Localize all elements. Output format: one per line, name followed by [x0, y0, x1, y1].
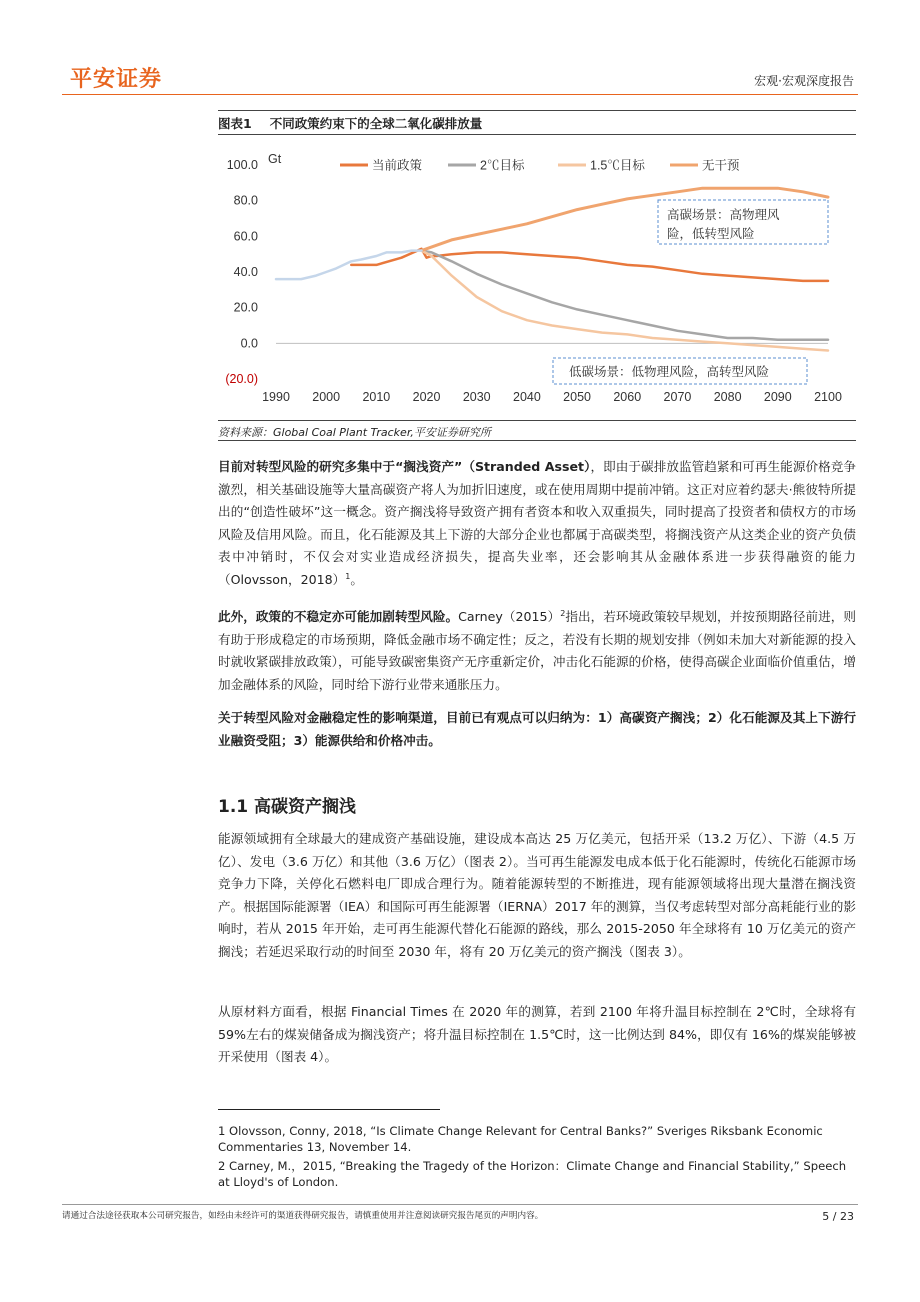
x-tick-label: 2020: [412, 390, 441, 404]
footer-divider: [62, 1204, 858, 1205]
figure-title-rule: [218, 134, 856, 135]
y-tick-label: 80.0: [233, 193, 258, 208]
paragraph-channels: [218, 707, 856, 752]
paragraph-text: ，即由于碳排放监管趋紧和可再生能源价格竞争激烈，相关基础设施等大量高碳资产将人为加折旧速度，或在使用周期中提前冲销。这正对应着约瑟夫·熊彼特所提出的“创造性破坏”这一概念。资产搁浅将导致资产拥有者资本和收入双重损失，同时提高了投资者和债权方的市场风险及信用风险。而且，化石能源及其上下游的大部分企业也都属于高碳类型，将搁浅资产从这类企业的资产负债表中冲销时，不仅会对实业造成经济损失，提高失业率，还会影响其从金融体系进一步获得融资的能力（Olovsson，2018）: [218, 459, 857, 587]
series-line: [351, 249, 828, 281]
section-heading: 1.1 高碳资产搁浅: [218, 797, 357, 817]
legend-label: 2℃目标: [480, 158, 525, 173]
x-tick-label: 2080: [713, 390, 742, 404]
annotation-text: 险，低转型风险: [667, 227, 755, 241]
paragraph-lead: 关于转型风险对金融稳定性的影响渠道，目前已有观点可以归纳为：1）高碳资产搁浅；2）化石能源及其上下游行业融资受阻；3）能源供给和价格冲击。: [218, 710, 856, 748]
paragraph-text: Carney（2015）: [458, 609, 561, 624]
y-tick-label: 100.0: [226, 158, 258, 172]
figure-label: 图表1: [218, 116, 252, 131]
paragraph-text: 指出，若环境政策较早规划，并按预期路径前进，则有助于形成稳定的市场预期，降低金融市场不确定性；反之，若没有长期的规划安排（例如未加大对新能源的投入时就收紧碳排放政策），可能导致碳密集资产无序重新定价，冲击化石能源的价格，使得高碳企业面临价值重估，增加金融体系的风险，同时给下游行业带来通胀压力。: [218, 609, 857, 692]
footnote-ref[interactable]: 1: [345, 571, 351, 581]
y-tick-label: 40.0: [233, 265, 258, 279]
header-divider: [62, 94, 858, 95]
figure-caption: 不同政策约束下的全球二氧化碳排放量: [269, 116, 483, 131]
page-number: 5 / 23: [822, 1210, 854, 1223]
x-tick-label: 2010: [362, 390, 391, 404]
company-logo: 平安证券: [70, 67, 163, 92]
footnote-ref[interactable]: 2: [560, 608, 566, 618]
legend-label: 无干预: [702, 158, 740, 173]
report-category: 宏观·宏观深度报告: [754, 74, 854, 88]
legend-label: 1.5℃目标: [590, 158, 645, 173]
y-tick-label: 60.0: [233, 229, 258, 244]
x-tick-label: 2000: [312, 390, 341, 404]
emissions-line-chart: [218, 140, 854, 416]
legend-label: 当前政策: [372, 158, 423, 173]
source-rule: [218, 440, 856, 441]
paragraph-text: 。: [350, 571, 363, 587]
y-tick-label: (20.0): [225, 372, 258, 386]
y-tick-label: 0.0: [240, 336, 258, 351]
x-tick-label: 2100: [814, 390, 842, 404]
y-axis-unit: Gt: [268, 152, 282, 166]
figure-title: [218, 114, 482, 132]
paragraph-lead: 目前对转型风险的研究多集中于“搁浅资产”（Stranded Asset）: [218, 459, 591, 474]
series-line: [276, 251, 422, 280]
figure-top-rule: [218, 110, 856, 111]
footnote-1: 1 Olovsson, Conny, 2018, “Is Climate Change Relevant for Central Banks?” Sveriges Riksbank Economic Commentaries 13, November 14.: [218, 1124, 823, 1154]
y-tick-label: 20.0: [233, 300, 258, 315]
paragraph-coal-reserves: 从原材料方面看，根据 Financial Times 在 2020 年的测算，若到 2100 年将升温目标控制在 2℃时，全球将有 59%左右的煤炭储备成为搁浅资产；将升温目标控制在 1.5℃时，这一比例达到 84%，即仅有 16%的煤炭能够被开采使用（图表 4）。: [218, 1004, 856, 1065]
paragraph-lead: 此外，政策的不稳定亦可能加剧转型风险。: [218, 609, 459, 624]
x-tick-label: 2030: [462, 390, 491, 404]
footnote-divider: [218, 1109, 440, 1110]
x-tick-label: 1990: [262, 390, 290, 404]
footnote-2: 2 Carney, M.，2015, “Breaking the Tragedy of the Horizon：Climate Change and Financial Stability,” Speech at Lloyd's of London.: [218, 1159, 847, 1189]
figure-bottom-rule: [218, 420, 856, 421]
x-tick-label: 2060: [613, 390, 642, 404]
x-tick-label: 2070: [663, 390, 692, 404]
annotation-text: 低碳场景：低物理风险，高转型风险: [569, 365, 770, 379]
annotation-text: 高碳场景：高物理风: [667, 208, 780, 222]
paragraph-stranded-assets: [218, 456, 856, 592]
figure-source: 资料来源：Global Coal Plant Tracker,平安证券研究所: [218, 426, 491, 439]
x-tick-label: 2040: [513, 390, 541, 404]
x-tick-label: 2050: [563, 390, 591, 404]
paragraph-energy-assets: 能源领域拥有全球最大的建成资产基础设施，建设成本高达 25 万亿美元，包括开采（13.2 万亿）、下游（4.5 万亿）、发电（3.6 万亿）和其他（3.6 万亿）（图表 2）。当可再生能源发电成本低于化石能源时，传统化石能源市场竞争力下降，关停化石燃料电厂即成合理行为。随着能源转型的不断推进，现有能源领域将出现大量潜在搁浅资产。根据国际能源署（IEA）和国际可再生能源署（IERNA）2017 年的测算，当仅考虑转型对部分高耗能行业的影响时，若从 2015 年开始，走可再生能源代替化石能源的路线，那么 2015-2050 年全球将有 10 万亿美元的资产搁浅；若延迟采取行动的时间至 2030 年，将有 20 万亿美元的资产搁浅（图表 3）。: [218, 831, 856, 959]
footer-disclaimer: 请通过合法途径获取本公司研究报告，如经由未经许可的渠道获得研究报告，请慎重使用并注意阅读研究报告尾页的声明内容。: [62, 1211, 544, 1221]
x-tick-label: 2090: [763, 390, 792, 404]
paragraph-policy-instability: [218, 606, 856, 696]
